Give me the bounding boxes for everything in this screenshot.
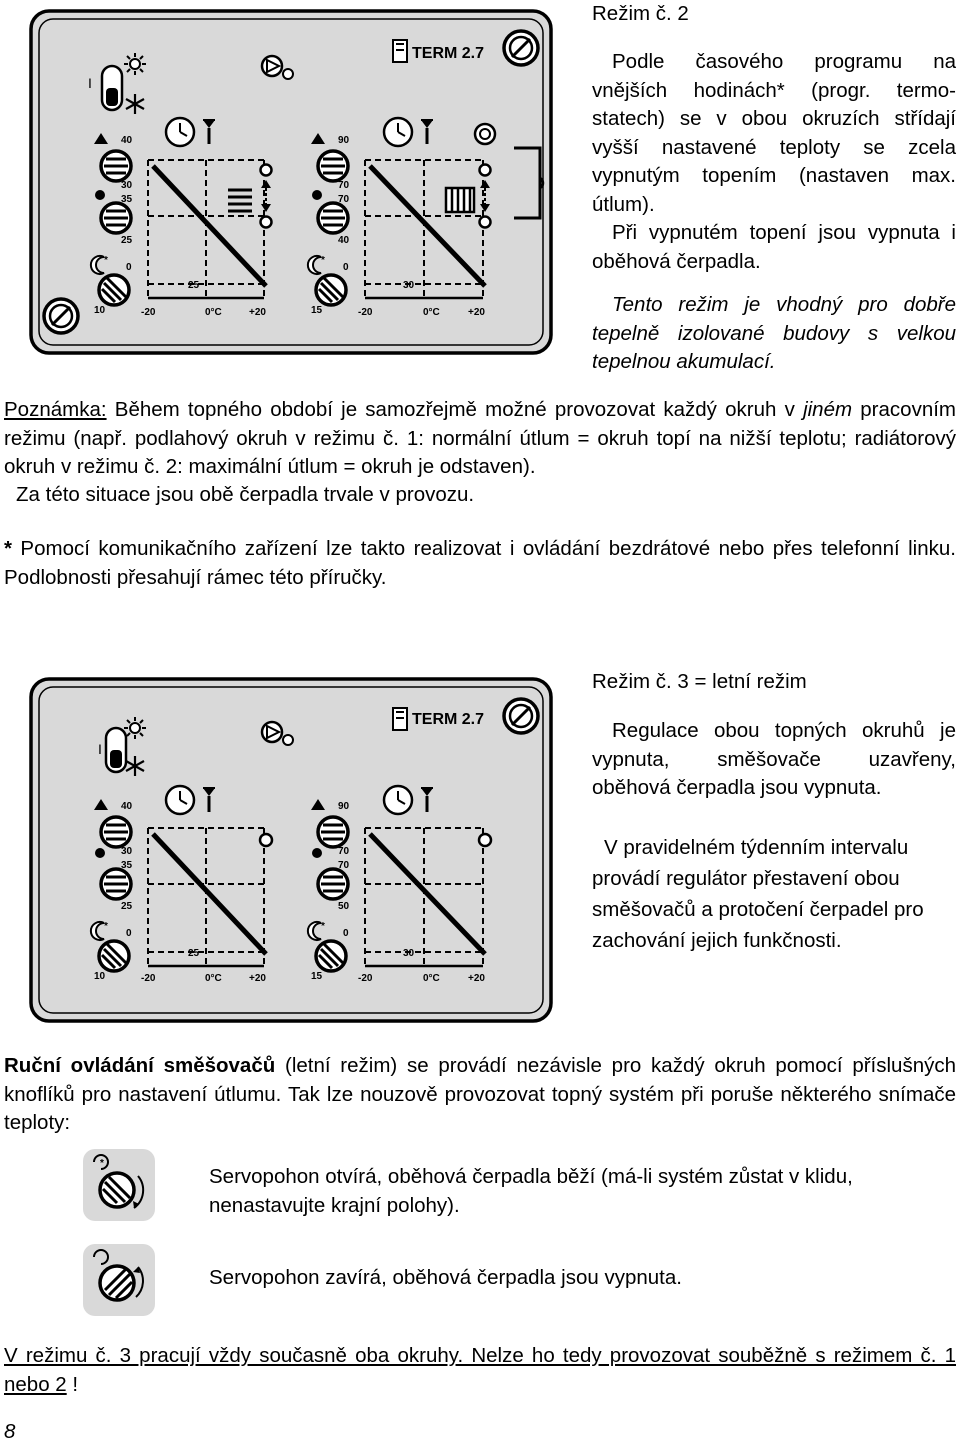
indicator-ring-icon	[475, 124, 495, 144]
svg-text:25: 25	[188, 280, 200, 291]
svg-text:0: 0	[343, 262, 349, 273]
mode-3-paragraph-1: Regulace obou topných okruhů je vypnuta, směšovače uzavřeny, oběhová čerpadla jsou vypnuta.	[592, 719, 956, 799]
svg-text:+20: +20	[468, 973, 485, 984]
adjust-ring-icon	[44, 299, 78, 333]
mode-2-paragraph-2: Při vypnutém topení jsou vypnuta i oběhová čerpadla.	[592, 221, 956, 273]
night-temp-knob	[318, 203, 348, 233]
svg-text:50: 50	[338, 901, 350, 912]
sun-icon	[124, 53, 146, 75]
mode-3-paragraph-2: V pravidelném týdenním intervalu provádí regulátor přestavení obou směšovačů a protočení čerpadel pro zachování jejich funkčnosti.	[592, 836, 924, 952]
svg-text:40: 40	[338, 235, 350, 246]
svg-text:30: 30	[403, 280, 415, 291]
day-temp-knob	[101, 817, 131, 847]
svg-text:0: 0	[126, 262, 132, 273]
adjust-ring-icon	[504, 699, 538, 733]
svg-text:25: 25	[121, 901, 133, 912]
mode-toggle-switch	[106, 728, 126, 772]
dot-icon	[95, 190, 105, 200]
svg-text:70: 70	[338, 194, 350, 205]
sun-icon	[124, 717, 146, 739]
manual-control-paragraph: Ruční ovládání směšovačů (letní režim) se provádí nezávisle pro každý okruh pomocí příslušných knoflíků pro nastavení útlumu. Tak lze nouzově provozovat topný systém při poruše některého snímače teploty:	[4, 1054, 956, 1134]
mode-3-heading: Režim č. 3 = letní režim	[592, 670, 807, 693]
svg-text:+20: +20	[249, 973, 266, 984]
footnote: * Pomocí komunikačního zařízení lze takto realizovat i ovládání bezdrátové nebo přes telefonní linku. Podlobnosti přesahují rámec této příručky.	[4, 537, 956, 589]
mode-2-paragraph-1: Podle časového programu na vnějších hodinách* (progr. termo-statech) se v obou okruzích střídají vyšší nastavené teploty se zcela vypnutým topením (nastaven max. útlum).	[592, 50, 956, 216]
svg-text:35: 35	[121, 194, 133, 205]
svg-text:70: 70	[338, 860, 350, 871]
mode-toggle-switch	[102, 66, 122, 110]
svg-text:35: 35	[121, 860, 133, 871]
clock-icon	[166, 118, 194, 146]
svg-text:0°C: 0°C	[205, 307, 222, 318]
svg-text:10: 10	[94, 305, 106, 316]
clock-icon	[166, 786, 194, 814]
knob-open-icon	[82, 1148, 156, 1222]
day-temp-knob	[101, 151, 131, 181]
svg-text:40: 40	[121, 135, 133, 146]
note-paragraph: Poznámka: Během topného období je samozřejmě možné provozovat každý okruh v jiném pracovním režimu (např. podlahový okruh v režimu č. 1: normální útlum = okruh topí na nižší teplotu; radiátorový okruh v režimu č. 2: maximální útlum = okruh je odstaven).	[4, 398, 956, 478]
svg-text:0°C: 0°C	[205, 973, 222, 984]
clock-icon	[384, 786, 412, 814]
svg-text:I: I	[88, 75, 92, 91]
svg-text:0: 0	[126, 928, 132, 939]
svg-text:*: *	[100, 1158, 104, 1169]
manual-item-2: Servopohon zavírá, oběhová čerpadla jsou vypnuta.	[209, 1266, 682, 1289]
svg-text:I: I	[98, 741, 102, 757]
knob-close-icon	[82, 1243, 156, 1317]
svg-text:-20: -20	[141, 973, 156, 984]
night-temp-knob	[318, 869, 348, 899]
svg-text:40: 40	[121, 801, 133, 812]
day-temp-knob	[318, 817, 348, 847]
svg-text:+20: +20	[468, 307, 485, 318]
night-temp-knob	[101, 869, 131, 899]
radiator-icon	[446, 188, 474, 212]
clock-icon	[384, 118, 412, 146]
dot-icon	[312, 848, 322, 858]
setback-knob	[99, 941, 129, 971]
svg-text:+20: +20	[249, 307, 266, 318]
dot-icon	[95, 848, 105, 858]
controller-panel-mode-2	[28, 8, 558, 362]
brand-logo	[393, 40, 407, 62]
mode-2-heading: Režim č. 2	[592, 2, 689, 25]
brand-label: TERM 2.7	[412, 45, 485, 62]
final-note: V režimu č. 3 pracují vždy současně oba okruhy. Nelze ho tedy provozovat souběžně s režimem č. 1 nebo 2 !	[4, 1344, 956, 1396]
svg-text:-20: -20	[358, 973, 373, 984]
page-number: 8	[4, 1420, 16, 1443]
svg-text:25: 25	[121, 235, 133, 246]
svg-text:0°C: 0°C	[423, 973, 440, 984]
svg-text:30: 30	[121, 846, 133, 857]
setback-knob	[99, 275, 129, 305]
svg-text:15: 15	[311, 305, 323, 316]
day-temp-knob	[318, 151, 348, 181]
adjust-ring-icon	[504, 31, 538, 65]
svg-text:10: 10	[94, 971, 106, 982]
mode-2-paragraph-3: Tento režim je vhodný pro dobře tepelně izolované budovy s velkou tepelnou akumulací.	[592, 293, 956, 373]
svg-text:15: 15	[311, 971, 323, 982]
dot-icon	[312, 190, 322, 200]
svg-text:90: 90	[338, 135, 350, 146]
svg-text:90: 90	[338, 801, 350, 812]
svg-text:30: 30	[121, 180, 133, 191]
night-temp-knob	[101, 203, 131, 233]
manual-item-1: Servopohon otvírá, oběhová čerpadla běží (má-li systém zůstat v klidu, nenastavujte krajní polohy).	[209, 1165, 853, 1217]
indicator-icon	[479, 834, 491, 846]
svg-text:-20: -20	[141, 307, 156, 318]
svg-text:70: 70	[338, 180, 350, 191]
note-label: Poznámka:	[4, 398, 107, 421]
indicator-icon	[260, 834, 272, 846]
svg-text:-20: -20	[358, 307, 373, 318]
controller-panel-mode-3	[28, 676, 558, 1030]
svg-text:70: 70	[338, 846, 350, 857]
svg-text:30: 30	[403, 948, 415, 959]
setback-knob	[316, 275, 346, 305]
svg-text:0: 0	[343, 928, 349, 939]
note-line-2: Za této situace jsou obě čerpadla trvale v provozu.	[16, 483, 475, 506]
svg-text:25: 25	[188, 948, 200, 959]
brand-label: TERM 2.7	[412, 711, 485, 728]
setback-knob	[316, 941, 346, 971]
svg-text:0°C: 0°C	[423, 307, 440, 318]
